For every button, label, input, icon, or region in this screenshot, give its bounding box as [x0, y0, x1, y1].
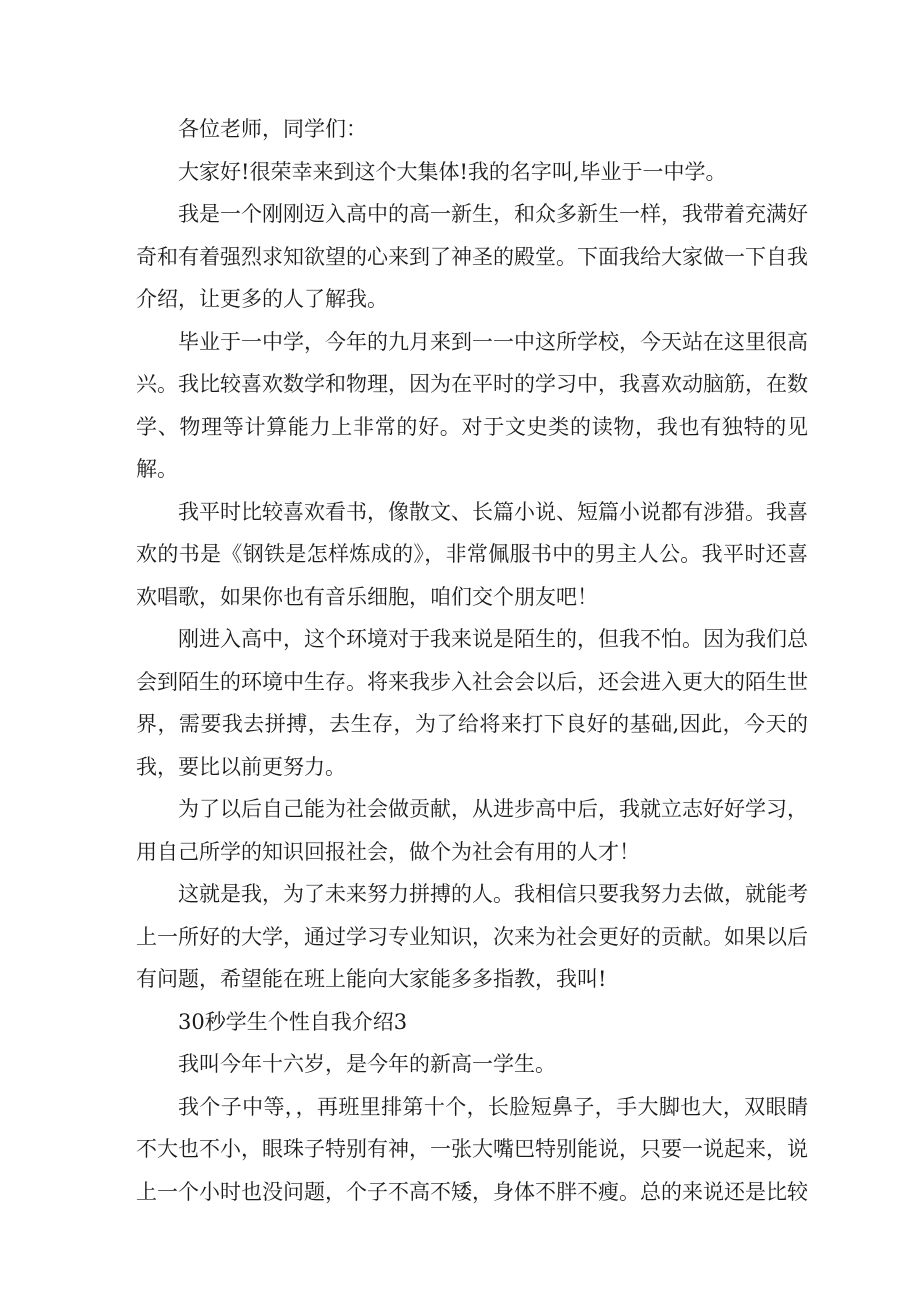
school-paragraph: 毕业于一中学，今年的九月来到一一中这所学校，今天站在这里很高兴。我比较喜欢数学和物理，因为在平时的学习中，我喜欢动脑筋，在数学、物理等计算能力上非常的好。对于文史类的读物，我也有独特的见解。 [136, 329, 808, 481]
document-body [136, 108, 808, 1213]
hobby-paragraph: 我平时比较喜欢看书，像散文、长篇小说、短篇小说都有涉猎。我喜欢的书是《钢铁是怎样炼成的》，非常佩服书中的男主人公。我平时还喜欢唱歌，如果你也有音乐细胞，咱们交个朋友吧！ [136, 499, 808, 609]
environment-paragraph: 刚进入高中，这个环境对于我来说是陌生的，但我不怕。因为我们总会到陌生的环境中生存。将来我步入社会会以后，还会进入更大的陌生世界，需要我去拼搏，去生存，为了给将来打下良好的基础,因此，今天的我，要比以前更努力。 [136, 627, 808, 779]
intro-paragraph: 我是一个刚刚迈入高中的高一新生，和众多新生一样，我带着充满好奇和有着强烈求知欲望的心来到了神圣的殿堂。下面我给大家做一下自我介绍，让更多的人了解我。 [136, 202, 808, 311]
appearance-paragraph: 我个子中等，，再班里排第十个，长脸短鼻子，手大脚也大，双眼睛不大也不小，眼珠子特别有神，一张大嘴巴特别能说，只要一说起来，说上一个小时也没问题，个子不高不矮，身体不胖不瘦。总的来说还是比较 [136, 1094, 808, 1204]
greeting-paragraph: 大家好!很荣幸来到这个大集体!我的名字叫,毕业于一中学。 [178, 159, 727, 184]
closing-paragraph: 这就是我，为了未来努力拼搏的人。我相信只要我努力去做，就能考上一所好的大学，通过学习专业知识，次来为社会更好的贡献。如果以后有问题，希望能在班上能向大家能多多指教，我叫! [136, 882, 808, 991]
section-heading: 30秒学生个性自我介绍3 [178, 1009, 408, 1034]
salutation: 各位老师，同学们： [178, 117, 367, 141]
goal-paragraph: 为了以后自己能为社会做贡献，从进步高中后，我就立志好好学习，用自己所学的知识回报社会，做个为社会有用的人才！ [136, 797, 808, 864]
section-intro-paragraph: 我叫今年十六岁，是今年的新高一学生。 [178, 1052, 556, 1076]
